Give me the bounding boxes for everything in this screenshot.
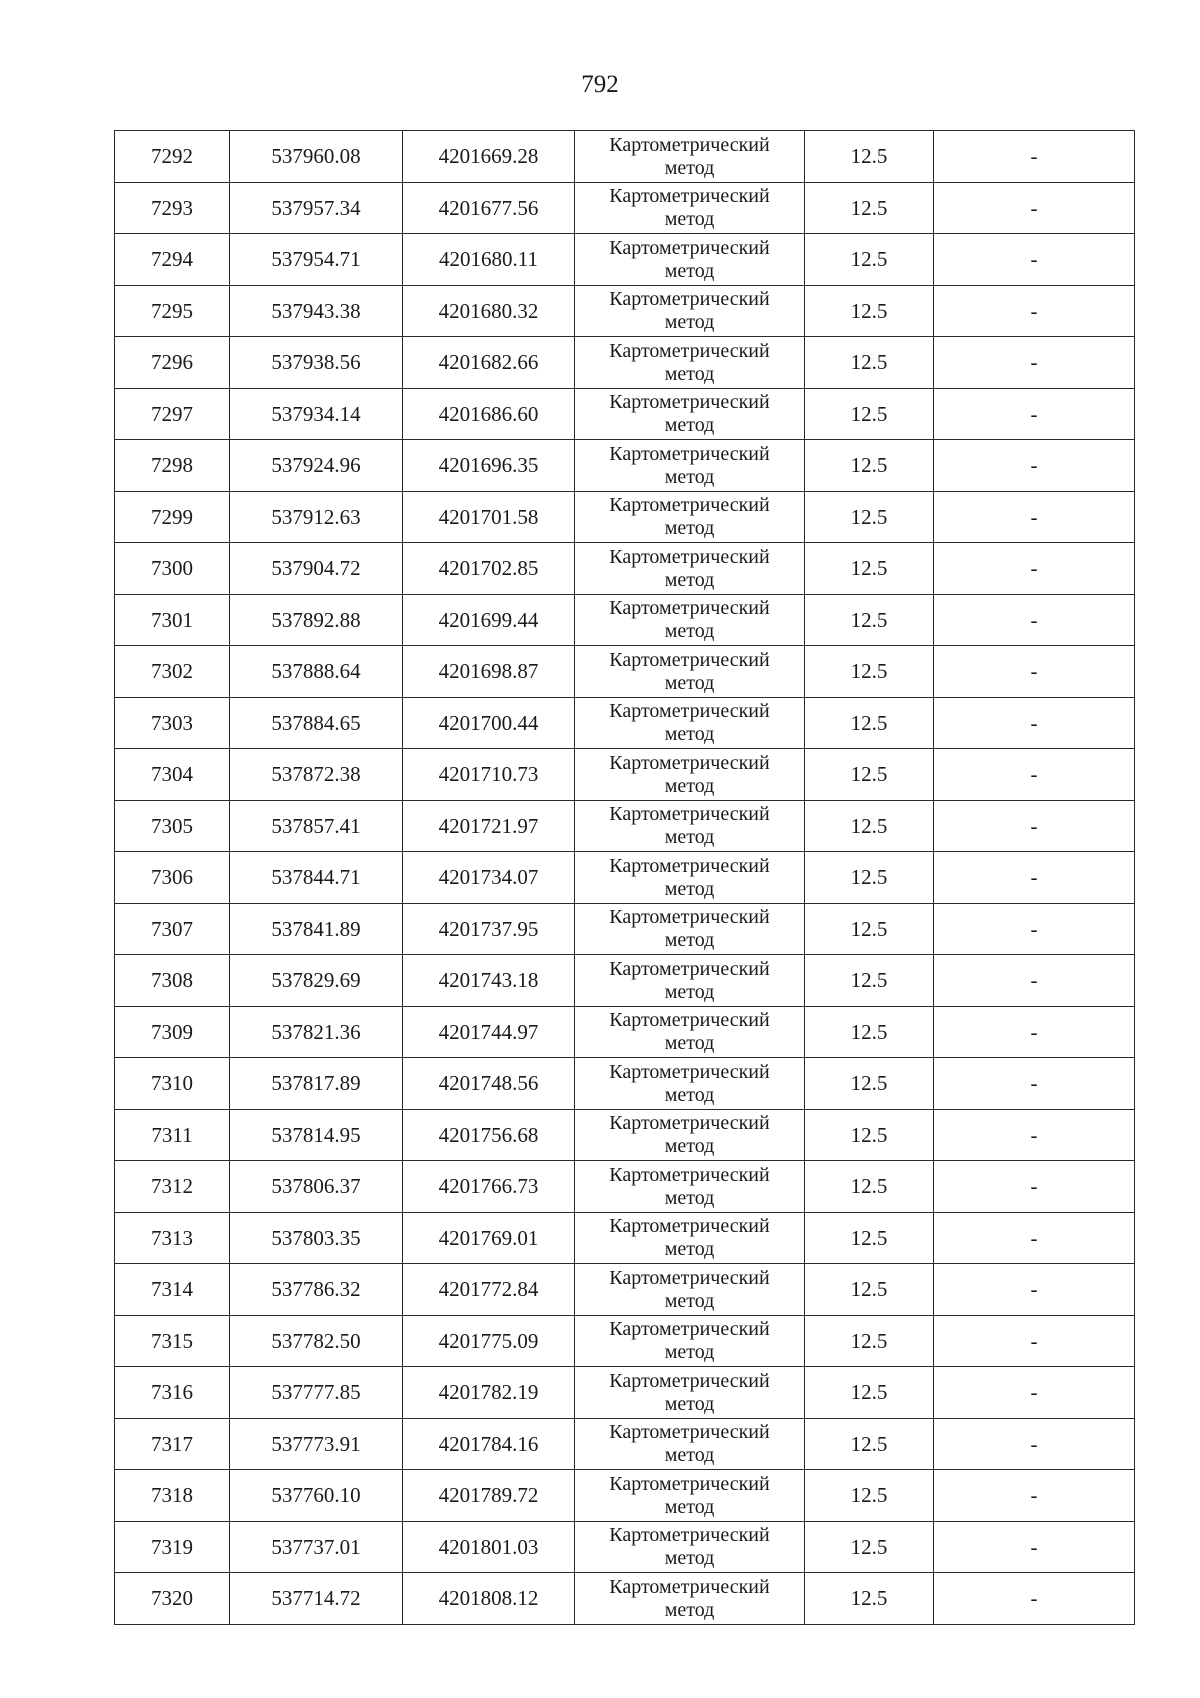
x-coordinate-cell: 537960.08 [230,131,403,183]
y-coordinate-cell: 4201756.68 [403,1109,575,1161]
method-line-1: Картометрический [609,442,770,465]
method-line-2: метод [664,259,715,282]
method-cell [575,388,805,440]
y-coordinate-cell: 4201680.32 [403,285,575,337]
y-coordinate-cell: 4201734.07 [403,852,575,904]
x-coordinate-cell: 537817.89 [230,1058,403,1110]
method-line-2: метод [664,311,715,334]
method-cell [575,1006,805,1058]
point-number-cell: 7295 [115,285,230,337]
method-line-2: метод [664,980,715,1003]
accuracy-cell: 12.5 [805,234,934,286]
x-coordinate-cell: 537737.01 [230,1521,403,1573]
method-line-1: Картометрический [609,957,770,980]
accuracy-cell: 12.5 [805,1058,934,1110]
y-coordinate-cell: 4201775.09 [403,1315,575,1367]
accuracy-cell: 12.5 [805,1470,934,1522]
method-line-1: Картометрический [609,545,770,568]
accuracy-cell: 12.5 [805,646,934,698]
accuracy-cell: 12.5 [805,337,934,389]
table-row [115,440,1135,492]
method-line-2: метод [664,826,715,849]
method-line-1: Картометрический [609,803,770,826]
method-line-2: метод [664,1392,715,1415]
method-cell [575,1109,805,1161]
table-row [115,543,1135,595]
method-cell [575,1058,805,1110]
method-line-1: Картометрический [609,1163,770,1186]
method-line-1: Картометрический [609,494,770,517]
method-line-1: Картометрический [609,1266,770,1289]
y-coordinate-cell: 4201766.73 [403,1161,575,1213]
accuracy-cell: 12.5 [805,903,934,955]
x-coordinate-cell: 537714.72 [230,1573,403,1625]
method-cell [575,800,805,852]
x-coordinate-cell: 537957.34 [230,182,403,234]
method-line-2: метод [664,1289,715,1312]
method-line-2: метод [664,1083,715,1106]
method-line-1: Картометрический [609,236,770,259]
point-number-cell: 7292 [115,131,230,183]
point-number-cell: 7298 [115,440,230,492]
method-line-2: метод [664,774,715,797]
table-row [115,234,1135,286]
y-coordinate-cell: 4201721.97 [403,800,575,852]
method-line-2: метод [664,1238,715,1261]
note-cell: - [934,852,1135,904]
table-row [115,337,1135,389]
y-coordinate-cell: 4201677.56 [403,182,575,234]
method-cell [575,1367,805,1419]
x-coordinate-cell: 537803.35 [230,1212,403,1264]
table-row [115,388,1135,440]
accuracy-cell: 12.5 [805,1264,934,1316]
y-coordinate-cell: 4201701.58 [403,491,575,543]
x-coordinate-cell: 537872.38 [230,749,403,801]
method-cell [575,1264,805,1316]
method-cell [575,852,805,904]
note-cell: - [934,594,1135,646]
table-row [115,697,1135,749]
table-row [115,1109,1135,1161]
point-number-cell: 7300 [115,543,230,595]
method-line-1: Картометрический [609,339,770,362]
method-line-1: Картометрический [609,751,770,774]
method-line-2: метод [664,156,715,179]
point-number-cell: 7315 [115,1315,230,1367]
note-cell: - [934,1264,1135,1316]
point-number-cell: 7311 [115,1109,230,1161]
accuracy-cell: 12.5 [805,1573,934,1625]
point-number-cell: 7308 [115,955,230,1007]
x-coordinate-cell: 537904.72 [230,543,403,595]
note-cell: - [934,1573,1135,1625]
y-coordinate-cell: 4201801.03 [403,1521,575,1573]
method-cell [575,1212,805,1264]
table-row [115,955,1135,1007]
y-coordinate-cell: 4201769.01 [403,1212,575,1264]
point-number-cell: 7307 [115,903,230,955]
accuracy-cell: 12.5 [805,131,934,183]
note-cell: - [934,1006,1135,1058]
x-coordinate-cell: 537786.32 [230,1264,403,1316]
method-cell [575,543,805,595]
method-line-1: Картометрический [609,1009,770,1032]
table-row [115,1212,1135,1264]
note-cell: - [934,1315,1135,1367]
y-coordinate-cell: 4201784.16 [403,1418,575,1470]
method-line-2: метод [664,1341,715,1364]
y-coordinate-cell: 4201808.12 [403,1573,575,1625]
y-coordinate-cell: 4201700.44 [403,697,575,749]
accuracy-cell: 12.5 [805,285,934,337]
method-cell [575,1161,805,1213]
note-cell: - [934,1470,1135,1522]
accuracy-cell: 12.5 [805,1418,934,1470]
method-line-2: метод [664,723,715,746]
point-number-cell: 7297 [115,388,230,440]
method-line-2: метод [664,1495,715,1518]
point-number-cell: 7313 [115,1212,230,1264]
note-cell: - [934,955,1135,1007]
table-row [115,1006,1135,1058]
method-cell [575,749,805,801]
y-coordinate-cell: 4201744.97 [403,1006,575,1058]
note-cell: - [934,1521,1135,1573]
y-coordinate-cell: 4201748.56 [403,1058,575,1110]
note-cell: - [934,1058,1135,1110]
method-line-1: Картометрический [609,648,770,671]
method-cell [575,491,805,543]
accuracy-cell: 12.5 [805,491,934,543]
point-number-cell: 7302 [115,646,230,698]
method-line-1: Картометрический [609,133,770,156]
accuracy-cell: 12.5 [805,1109,934,1161]
note-cell: - [934,182,1135,234]
table-row [115,1367,1135,1419]
method-cell [575,1470,805,1522]
y-coordinate-cell: 4201698.87 [403,646,575,698]
accuracy-cell: 12.5 [805,1212,934,1264]
point-number-cell: 7309 [115,1006,230,1058]
method-cell [575,440,805,492]
accuracy-cell: 12.5 [805,697,934,749]
method-line-1: Картометрический [609,906,770,929]
table-row [115,800,1135,852]
accuracy-cell: 12.5 [805,749,934,801]
accuracy-cell: 12.5 [805,543,934,595]
note-cell: - [934,697,1135,749]
accuracy-cell: 12.5 [805,388,934,440]
method-line-1: Картометрический [609,597,770,620]
note-cell: - [934,285,1135,337]
method-line-2: метод [664,671,715,694]
x-coordinate-cell: 537844.71 [230,852,403,904]
x-coordinate-cell: 537912.63 [230,491,403,543]
table-row [115,1315,1135,1367]
point-number-cell: 7316 [115,1367,230,1419]
method-cell [575,1315,805,1367]
coordinates-table [114,130,1135,1625]
point-number-cell: 7294 [115,234,230,286]
table-body [115,131,1135,1625]
method-cell [575,1521,805,1573]
table-row [115,1418,1135,1470]
method-line-2: метод [664,620,715,643]
method-line-2: метод [664,1598,715,1621]
method-cell [575,594,805,646]
accuracy-cell: 12.5 [805,1161,934,1213]
point-number-cell: 7320 [115,1573,230,1625]
y-coordinate-cell: 4201686.60 [403,388,575,440]
accuracy-cell: 12.5 [805,440,934,492]
method-line-2: метод [664,465,715,488]
accuracy-cell: 12.5 [805,800,934,852]
x-coordinate-cell: 537924.96 [230,440,403,492]
method-line-2: метод [664,1444,715,1467]
note-cell: - [934,131,1135,183]
note-cell: - [934,646,1135,698]
x-coordinate-cell: 537806.37 [230,1161,403,1213]
method-cell [575,131,805,183]
method-line-2: метод [664,362,715,385]
method-cell [575,955,805,1007]
table-row [115,1058,1135,1110]
table-row [115,1264,1135,1316]
accuracy-cell: 12.5 [805,594,934,646]
method-line-2: метод [664,208,715,231]
point-number-cell: 7312 [115,1161,230,1213]
method-line-2: метод [664,1547,715,1570]
method-line-1: Картометрический [609,1421,770,1444]
table-row [115,646,1135,698]
method-line-1: Картометрический [609,1369,770,1392]
x-coordinate-cell: 537884.65 [230,697,403,749]
note-cell: - [934,1161,1135,1213]
accuracy-cell: 12.5 [805,1521,934,1573]
accuracy-cell: 12.5 [805,1367,934,1419]
y-coordinate-cell: 4201682.66 [403,337,575,389]
note-cell: - [934,388,1135,440]
x-coordinate-cell: 537857.41 [230,800,403,852]
method-line-2: метод [664,1135,715,1158]
table-row [115,749,1135,801]
table-row [115,852,1135,904]
method-cell [575,234,805,286]
note-cell: - [934,440,1135,492]
method-line-1: Картометрический [609,1472,770,1495]
method-line-1: Картометрический [609,1318,770,1341]
y-coordinate-cell: 4201737.95 [403,903,575,955]
note-cell: - [934,1367,1135,1419]
accuracy-cell: 12.5 [805,852,934,904]
method-line-1: Картометрический [609,1524,770,1547]
y-coordinate-cell: 4201696.35 [403,440,575,492]
method-line-1: Картометрический [609,1060,770,1083]
note-cell: - [934,749,1135,801]
accuracy-cell: 12.5 [805,955,934,1007]
note-cell: - [934,1212,1135,1264]
x-coordinate-cell: 537777.85 [230,1367,403,1419]
point-number-cell: 7314 [115,1264,230,1316]
x-coordinate-cell: 537821.36 [230,1006,403,1058]
point-number-cell: 7305 [115,800,230,852]
note-cell: - [934,491,1135,543]
y-coordinate-cell: 4201699.44 [403,594,575,646]
x-coordinate-cell: 537892.88 [230,594,403,646]
note-cell: - [934,1418,1135,1470]
x-coordinate-cell: 537829.69 [230,955,403,1007]
y-coordinate-cell: 4201710.73 [403,749,575,801]
x-coordinate-cell: 537943.38 [230,285,403,337]
y-coordinate-cell: 4201789.72 [403,1470,575,1522]
method-line-1: Картометрический [609,1112,770,1135]
note-cell: - [934,1109,1135,1161]
table-row [115,285,1135,337]
point-number-cell: 7306 [115,852,230,904]
table-row [115,1161,1135,1213]
accuracy-cell: 12.5 [805,182,934,234]
note-cell: - [934,234,1135,286]
method-line-1: Картометрический [609,1575,770,1598]
table-row [115,131,1135,183]
method-line-1: Картометрический [609,854,770,877]
y-coordinate-cell: 4201782.19 [403,1367,575,1419]
table-row [115,182,1135,234]
y-coordinate-cell: 4201772.84 [403,1264,575,1316]
x-coordinate-cell: 537841.89 [230,903,403,955]
method-line-2: метод [664,1186,715,1209]
x-coordinate-cell: 537814.95 [230,1109,403,1161]
y-coordinate-cell: 4201669.28 [403,131,575,183]
table-row [115,1470,1135,1522]
point-number-cell: 7318 [115,1470,230,1522]
point-number-cell: 7317 [115,1418,230,1470]
method-line-2: метод [664,568,715,591]
accuracy-cell: 12.5 [805,1315,934,1367]
point-number-cell: 7310 [115,1058,230,1110]
y-coordinate-cell: 4201680.11 [403,234,575,286]
method-line-1: Картометрический [609,391,770,414]
method-line-1: Картометрический [609,185,770,208]
table-row [115,594,1135,646]
method-cell [575,337,805,389]
point-number-cell: 7319 [115,1521,230,1573]
x-coordinate-cell: 537934.14 [230,388,403,440]
method-cell [575,903,805,955]
x-coordinate-cell: 537773.91 [230,1418,403,1470]
method-line-2: метод [664,414,715,437]
point-number-cell: 7299 [115,491,230,543]
point-number-cell: 7304 [115,749,230,801]
method-line-2: метод [664,877,715,900]
method-line-1: Картометрический [609,700,770,723]
method-cell [575,1573,805,1625]
note-cell: - [934,337,1135,389]
method-line-1: Картометрический [609,1215,770,1238]
method-cell [575,697,805,749]
table-row [115,1573,1135,1625]
note-cell: - [934,543,1135,595]
method-line-2: метод [664,1032,715,1055]
x-coordinate-cell: 537954.71 [230,234,403,286]
page-number: 792 [581,71,619,98]
x-coordinate-cell: 537782.50 [230,1315,403,1367]
method-cell [575,182,805,234]
method-cell [575,646,805,698]
table-row [115,1521,1135,1573]
method-cell [575,1418,805,1470]
table-row [115,903,1135,955]
point-number-cell: 7303 [115,697,230,749]
y-coordinate-cell: 4201702.85 [403,543,575,595]
x-coordinate-cell: 537938.56 [230,337,403,389]
point-number-cell: 7296 [115,337,230,389]
x-coordinate-cell: 537888.64 [230,646,403,698]
method-line-1: Картометрический [609,288,770,311]
note-cell: - [934,800,1135,852]
y-coordinate-cell: 4201743.18 [403,955,575,1007]
method-line-2: метод [664,929,715,952]
point-number-cell: 7301 [115,594,230,646]
point-number-cell: 7293 [115,182,230,234]
x-coordinate-cell: 537760.10 [230,1470,403,1522]
accuracy-cell: 12.5 [805,1006,934,1058]
method-cell [575,285,805,337]
table-row [115,491,1135,543]
method-line-2: метод [664,517,715,540]
note-cell: - [934,903,1135,955]
